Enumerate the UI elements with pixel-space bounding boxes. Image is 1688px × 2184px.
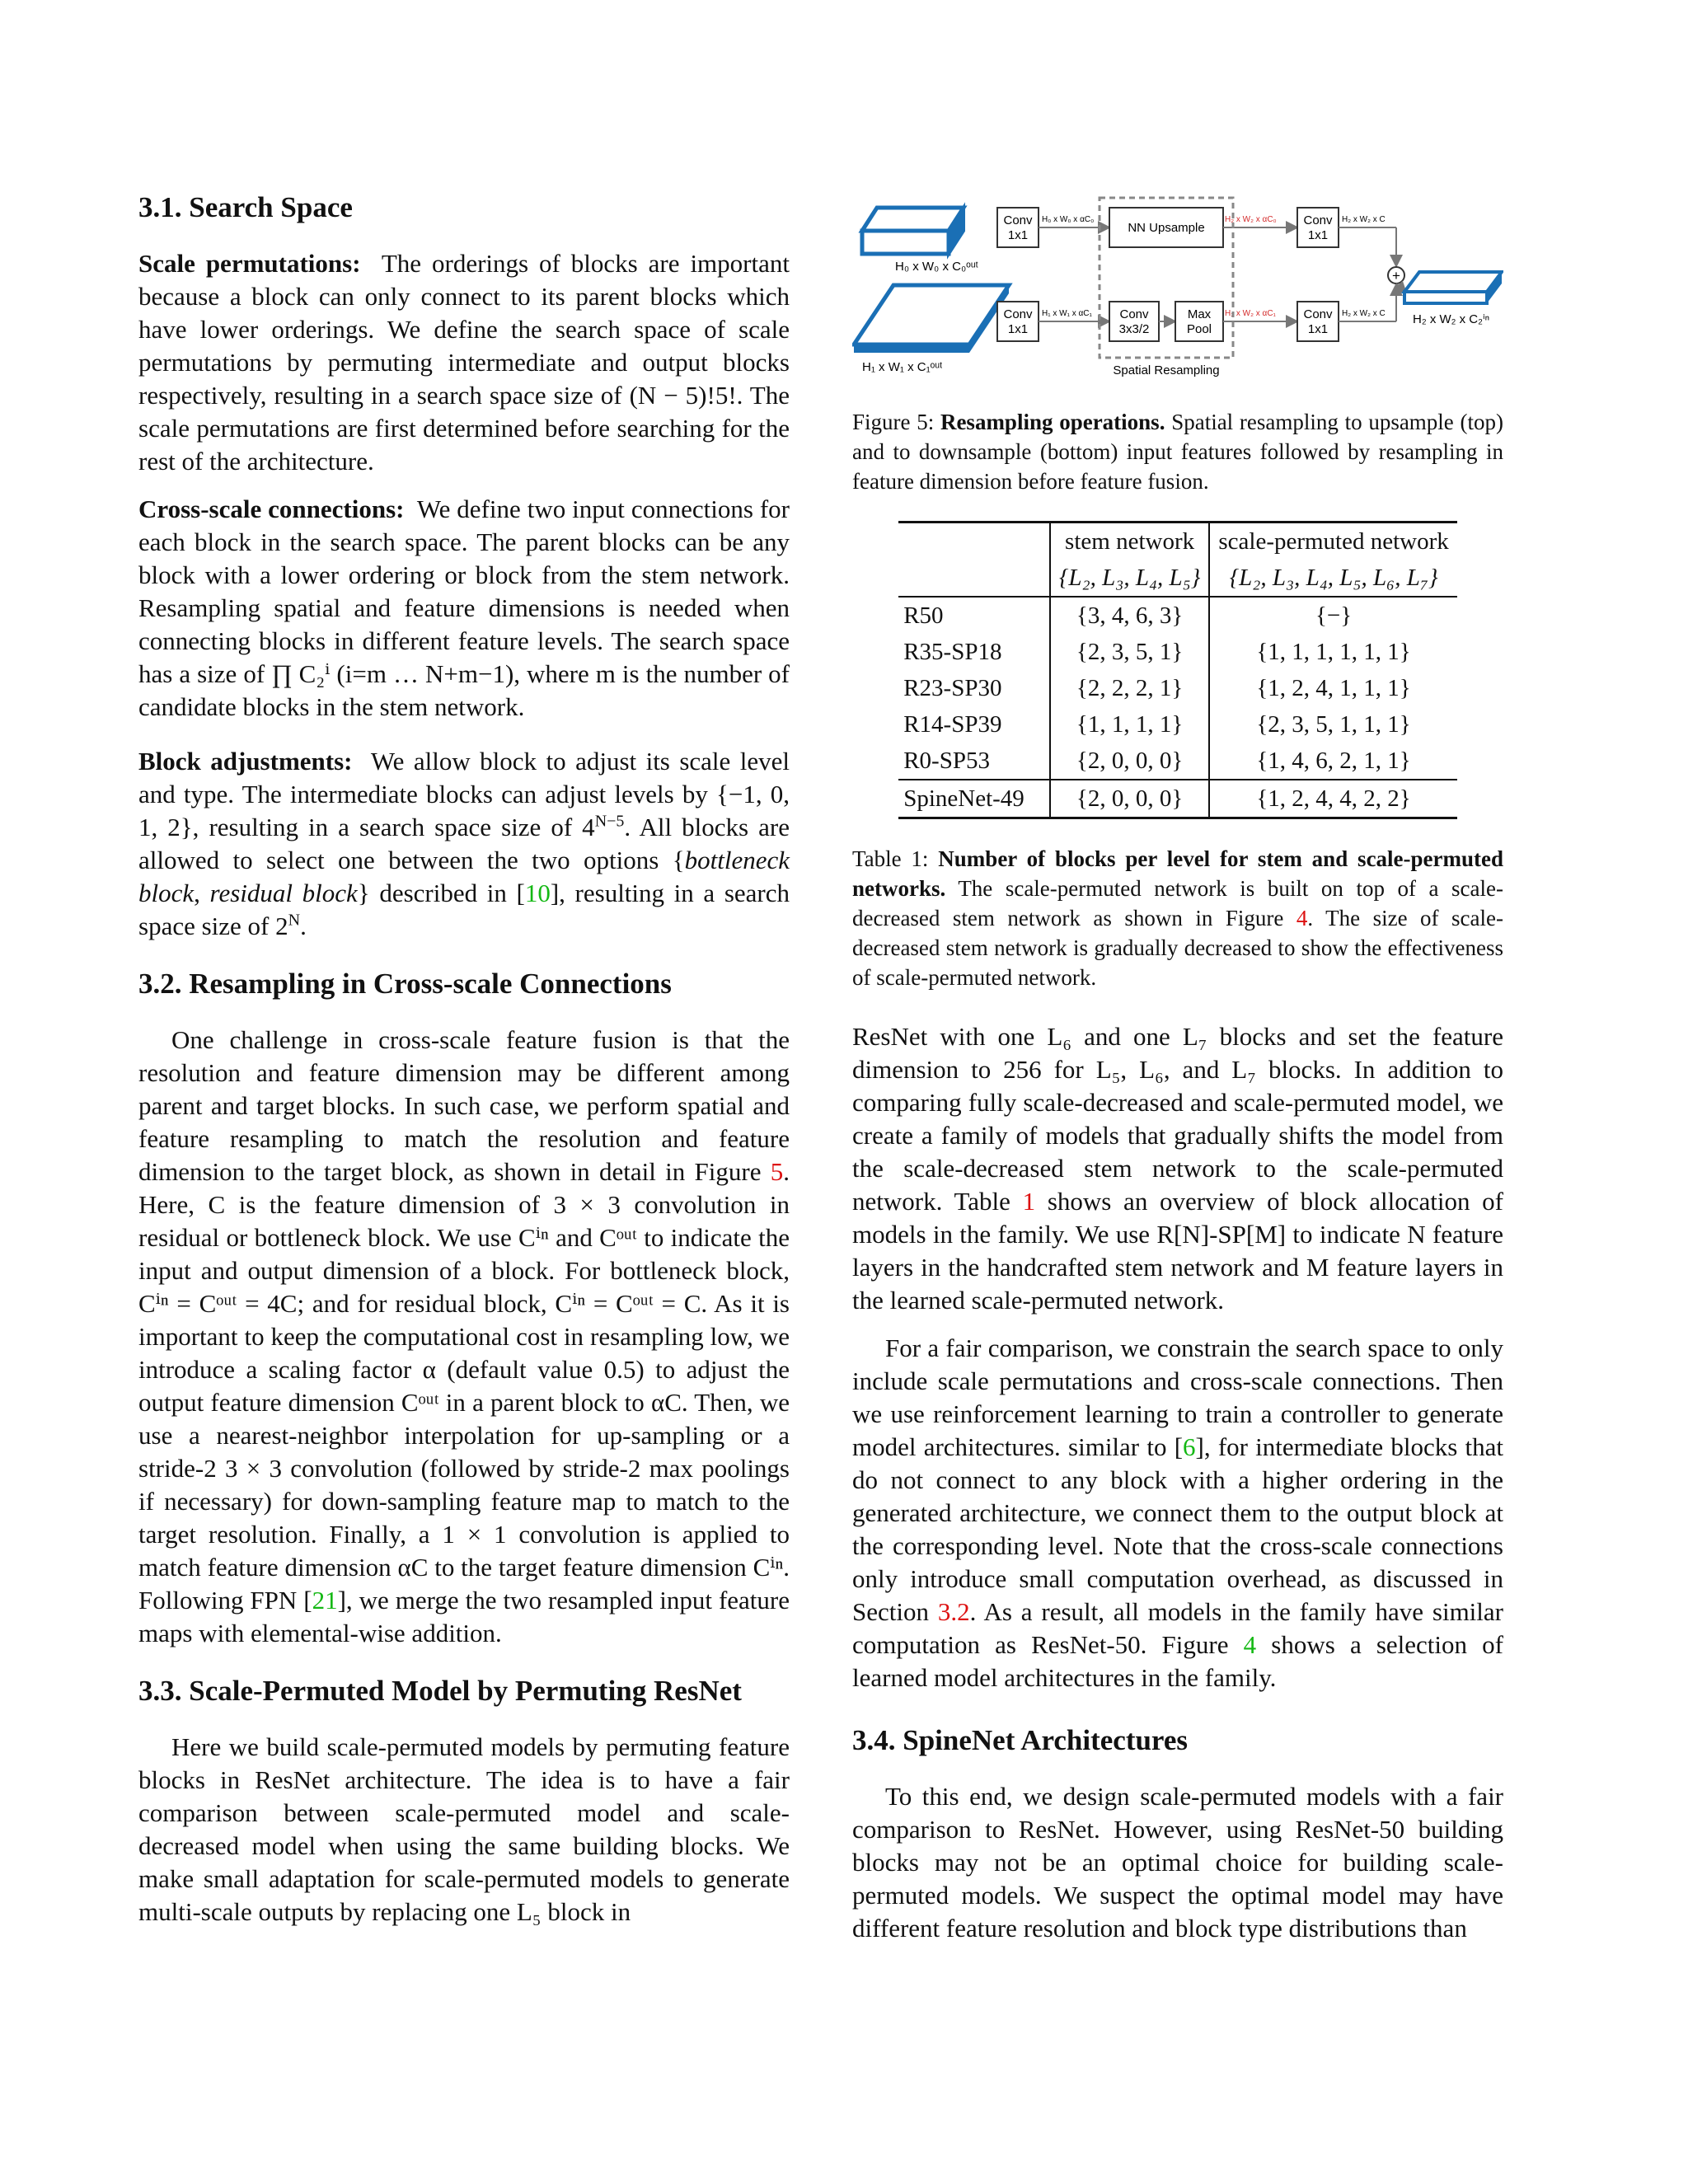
table-cell: R35-SP18 [898, 634, 1050, 670]
table-row [898, 743, 1457, 780]
residual-block-option: residual block [209, 879, 358, 907]
model-family-text-b: shows an overview of block allocation of models in the family. We use R[N]-SP[M] to indicate N feature layers in the handcrafted stem network and M feature layers in the learned scale-permuted network. [852, 1187, 1503, 1315]
spatial-resampling-label: Spatial Resampling [1113, 363, 1220, 377]
top-conv-kernel: 1x1 [1007, 228, 1029, 242]
max-pool-label-2: Pool [1186, 322, 1212, 336]
block-adjustments-exponent-1: N−5 [594, 812, 625, 831]
table-cell: {2, 3, 5, 1} [1050, 634, 1210, 670]
cross-scale-text: We define two input connections for each block in the search space. The parent blocks can be any block with a lower ordering or block from the stem network. Resampling spatial and feature dimensions is needed when connecting blocks in different feature levels. The search space has a size of ∏ C₂ⁱ (i=m … N+m−1), where m is the number of candidate blocks in the stem network. [138, 494, 790, 721]
figure-link[interactable]: 4 [1296, 906, 1308, 930]
blocks-per-level-table [898, 521, 1457, 819]
block-adjustments-lead: Block adjustments: [138, 747, 353, 776]
top-conv-out-label: Conv [1303, 213, 1333, 227]
top-conv-label: Conv [1003, 213, 1033, 227]
bottleneck-block-option: bottleneck block [138, 846, 790, 907]
table-subheader-cell: {L₂, L₃, L₄, L₅} [1050, 560, 1210, 597]
table-cell: {1, 2, 4, 4, 2, 2} [1209, 780, 1456, 818]
table-row [898, 597, 1457, 634]
bottom-conv-label: Conv [1003, 307, 1033, 321]
bottom-conv-out-label: Conv [1303, 307, 1333, 321]
conv-3x3-kernel: 3x3/2 [1118, 322, 1150, 336]
table-row [898, 706, 1457, 743]
section-link[interactable]: 3.2 [937, 1597, 970, 1626]
table-cell: {2, 2, 2, 1} [1050, 670, 1210, 706]
bottom-conv-kernel: 1x1 [1007, 322, 1029, 336]
table-1-caption [852, 844, 1503, 992]
scale-permutations-lead: Scale permutations: [138, 249, 361, 278]
cross-scale-lead: Cross-scale connections: [138, 494, 405, 523]
fair-comparison-text-a: For a fair comparison, we constrain the search space to only include scale permutations and cross-scale connections. Then we use reinforcement learning to train a controller to generate model architectures. similar to [ [852, 1333, 1503, 1461]
table-cell: {−} [1209, 597, 1456, 634]
table-header-cell [898, 523, 1050, 560]
dim-label-e: H₂ x W₂ x αC₁ [1225, 309, 1276, 318]
top-conv-out-kernel: 1x1 [1307, 228, 1329, 242]
fair-comparison-text-b: ], for intermediate blocks that do not connect to any block with a higher ordering in the generated architecture, we connect them to the output block at the corresponding level. Note that the cross-scale connections only introduce small computation overhead, as discussed in Section [852, 1432, 1503, 1626]
figure-caption-prefix: Figure 5: [852, 410, 935, 434]
table-cell: {1, 1, 1, 1} [1050, 706, 1210, 743]
table-cell: {1, 2, 4, 1, 1, 1} [1256, 675, 1411, 701]
citation-link[interactable]: 6 [1183, 1432, 1196, 1461]
table-cell: R14-SP39 [898, 706, 1050, 743]
block-adjustments-text-5: . [300, 912, 307, 940]
cross-scale-paragraph [138, 493, 790, 724]
output-label: H₂ x W₂ x C₂ⁱⁿ [1413, 312, 1490, 326]
bottom-conv-out-kernel: 1x1 [1307, 322, 1329, 336]
resampling-paragraph [138, 1024, 790, 1650]
dim-label-c: H₂ x W₂ x C [1342, 215, 1386, 224]
section-3-1-title: 3.1. Search Space [138, 191, 353, 223]
left-column [138, 190, 790, 1943]
resampling-text-a: One challenge in cross-scale feature fusion is that the resolution and feature dimension may be different among parent and target blocks. In such case, we perform spatial and feature resampling to match the resolution and feature dimension to the target block, as shown in detail in Figure [138, 1025, 790, 1186]
top-input-feature-map [862, 208, 964, 254]
table-cell: {2, 0, 0, 0} [1050, 780, 1210, 818]
model-family-text-a: ResNet with one L₆ and one L₇ blocks and set the feature dimension to 256 for L₅, L₆, and L₇ blocks. In addition to comparing fully scale-decreased and scale-permuted model, we create a family of models that gradually shifts the model from the scale-decreased stem network to the scale-permuted network. Table [852, 1022, 1503, 1216]
dim-label-b: H₂ x W₂ x αC₀ [1225, 215, 1277, 224]
block-adjustments-text-4: ], resulting in a search space size of 2 [138, 879, 790, 940]
figure-5-caption [852, 407, 1503, 496]
table-cell: {3, 4, 6, 3} [1050, 597, 1210, 634]
model-family-paragraph [852, 1020, 1503, 1317]
figure-caption-title: Resampling operations. [940, 410, 1165, 434]
block-adjustments-exponent-2: N [288, 911, 301, 930]
table-link[interactable]: 1 [1022, 1187, 1036, 1216]
section-3-4-title: 3.4. SpineNet Architectures [852, 1724, 1188, 1756]
block-adjustments-text-3: } described in [ [357, 879, 525, 907]
table-subheader-cell: {L₂, L₃, L₄, L₅, L₆, L₇} [1229, 565, 1438, 591]
figure-link[interactable]: 5 [770, 1157, 784, 1186]
table-caption-text-a: The scale-permuted network is built on top of a scale-decreased stem network as shown in Figure [852, 876, 1503, 930]
block-adjustments-paragraph: Block adjustments: We allow block to adjust its scale level and type. The intermediate blocks can adjust levels by {−1, 0, 1, 2}, resulting in a search space size of $4^{N-5}$. All blocks are allowed to select one between the two options {bottleneck block, residual block} described in [10], resulting in a search space size of $2^N$. [138, 747, 790, 940]
max-pool-label-1: Max [1187, 307, 1212, 321]
table-caption-title: Number of blocks per level for stem and scale-permuted networks. [852, 846, 1504, 901]
bottom-input-label: H₁ x W₁ x C₁ᵒᵘᵗ [862, 360, 943, 374]
section-3-3-title: 3.3. Scale-Permuted Model by Permuting ResNet [138, 1675, 742, 1707]
dim-label-f: H₂ x W₂ x C [1342, 309, 1386, 318]
right-column [852, 188, 1503, 1960]
figure-caption-text: Spatial resampling to upsample (top) and to downsample (bottom) input features followed by resampling in feature dimension before feature fusion. [852, 410, 1504, 494]
scale-permuted-model-paragraph: Here we build scale-permuted models by permuting feature blocks in ResNet architecture. The idea is to have a fair comparison between scale-permuted model and scale-decreased model when using the same building blocks. We make small adaptation for scale-permuted models to generate multi-scale outputs by replacing one L₅ block in [138, 1732, 790, 1926]
fair-comparison-text-c: . As a result, all models in the family have similar computation as ResNet-50. Figure [852, 1597, 1503, 1659]
table-cell: R50 [898, 597, 1050, 634]
fair-comparison-paragraph [852, 1332, 1503, 1694]
table-cell: SpineNet-49 [898, 780, 1050, 818]
spinenet-architectures-paragraph: To this end, we design scale-permuted models with a fair comparison to ResNet. However, using ResNet-50 building blocks may not be an optimal choice for building scale-permuted models. We suspect the optimal model may have different feature resolution and block type distributions than [852, 1782, 1503, 1943]
table-header-cell: stem network [1050, 523, 1210, 560]
table-row [898, 670, 1457, 706]
output-feature-map [1404, 272, 1502, 303]
scale-permutations-text: The orderings of blocks are important because a block can only connect to its parent blocks which have lower orderings. We define the search space of scale permutations by permuting intermediate and output blocks respectively, resulting in a search space size of (N − 5)!5!. The scale permutations are first determined before searching for the rest of the architecture. [138, 249, 790, 476]
bottom-input-feature-map [854, 285, 1009, 353]
resampling-text-c: ], we merge the two resampled input feature maps with elemental-wise addition. [138, 1586, 790, 1647]
table-cell: R0-SP53 [898, 743, 1050, 780]
nn-upsample-label: NN Upsample [1128, 221, 1205, 235]
table-header-row [898, 523, 1457, 560]
dim-label-a: H₀ x W₀ x αC₀ [1042, 215, 1095, 224]
conv-3x3-label: Conv [1119, 307, 1149, 321]
citation-link[interactable]: 21 [312, 1586, 338, 1615]
resampling-text-b: . Here, C is the feature dimension of 3 × 3 convolution in residual or bottleneck block. We use Cⁱⁿ and Cᵒᵘᵗ to indicate the input and output dimension of a block. For bottleneck block, Cⁱⁿ = Cᵒᵘᵗ = 4C; and for residual block, Cⁱⁿ = Cᵒᵘᵗ = C. As it is important to keep the computational cost in resampling low, we introduce a scaling factor α (default value 0.5) to adjust the output feature dimension Cᵒᵘᵗ in a parent block to αC. Then, we use a nearest-neighbor interpolation for up-sampling or a stride-2 3 × 3 convolution (followed by stride-2 max poolings if necessary) for down-sampling feature map to match to the target resolution. Finally, a 1 × 1 convolution is applied to match feature dimension αC to the target feature dimension Cⁱⁿ. Following FPN [ [138, 1157, 790, 1615]
table-cell: {1, 1, 1, 1, 1, 1} [1256, 639, 1411, 665]
table-row [898, 634, 1457, 670]
dim-label-d: H₁ x W₁ x αC₁ [1042, 309, 1092, 318]
scale-permutations-paragraph [138, 247, 790, 478]
block-adjustments-text-2: . All blocks are allowed to select one between the two options { [138, 813, 790, 874]
table-subheader-cell [898, 560, 1050, 597]
table-cell: {1, 4, 6, 2, 1, 1} [1256, 748, 1411, 774]
fair-comparison-text-d: shows a selection of learned model architectures in the family. [852, 1630, 1503, 1692]
resampling-figure [852, 188, 1503, 377]
citation-link[interactable]: 10 [524, 879, 551, 907]
top-input-label: H₀ x W₀ x C₀ᵒᵘᵗ [895, 260, 978, 274]
table-cell: {2, 0, 0, 0} [1050, 743, 1210, 780]
section-3-2-title: 3.2. Resampling in Cross-scale Connections [138, 968, 672, 1000]
block-adjustments-text-1: We allow block to adjust its scale level and type. The intermediate blocks can adjust levels by {−1, 0, 1, 2}, resulting in a search space size of 4 [138, 747, 790, 841]
table-caption-prefix: Table 1: [852, 846, 929, 871]
figure-link[interactable]: 4 [1243, 1630, 1257, 1659]
table-header-cell: scale-permuted network [1209, 523, 1456, 560]
table-subheader-row [898, 560, 1457, 597]
table-caption-text-b: . The size of scale-decreased stem network is gradually decreased to show the effectiveness of scale-permuted network. [852, 906, 1503, 990]
addition-symbol: + [1392, 268, 1400, 284]
table-row [898, 780, 1457, 818]
table-cell: {2, 3, 5, 1, 1, 1} [1256, 711, 1411, 738]
table-cell: R23-SP30 [898, 670, 1050, 706]
